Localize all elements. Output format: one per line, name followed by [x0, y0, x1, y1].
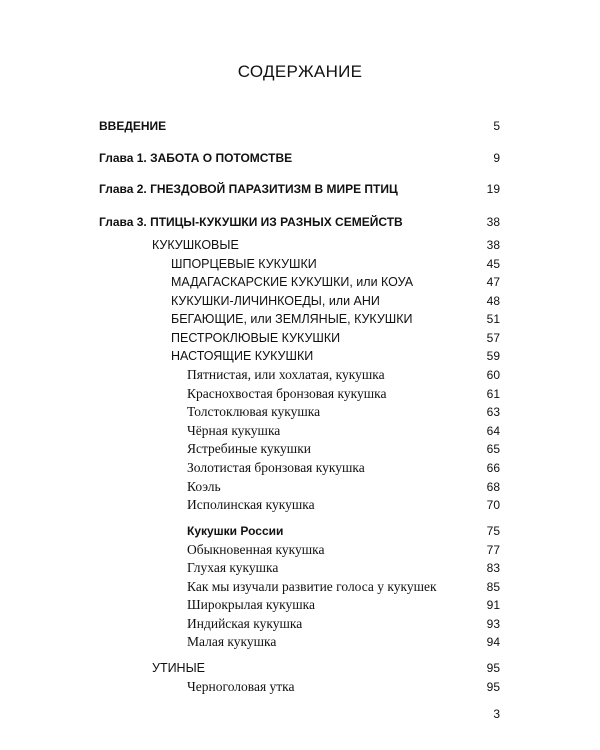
toc-subsection [171, 347, 500, 365]
toc-species [187, 403, 500, 421]
toc-entry-page: 19 [486, 182, 500, 196]
toc-entry-page: 77 [486, 543, 500, 557]
toc-entry-page: 61 [486, 387, 500, 401]
toc-entry-page: 38 [486, 215, 500, 229]
toc-species [187, 366, 500, 384]
toc-entry-label: Ястребиные кукушки [187, 441, 311, 456]
toc-entry-chapter-1 [99, 149, 500, 167]
toc-entry-introduction [99, 117, 500, 135]
toc-subsection [171, 292, 500, 310]
toc-entry-page: 9 [493, 151, 500, 165]
page-title: СОДЕРЖАНИЕ [237, 62, 363, 81]
toc-subsection [171, 255, 500, 273]
toc-entry-page: 83 [486, 561, 500, 575]
toc-entry-label: Черноголовая утка [187, 679, 295, 694]
toc-species [187, 541, 500, 559]
toc-entry-page: 64 [486, 424, 500, 438]
toc-entry-label: МАДАГАСКАРСКИЕ КУКУШКИ, или КОУА [171, 275, 414, 289]
page-number: 3 [493, 707, 500, 721]
toc-entry-label: Обыкновенная кукушка [187, 542, 325, 557]
toc-entry-page: 48 [486, 294, 500, 308]
toc-entry-label: Индийская кукушка [187, 616, 303, 631]
toc-subsection [171, 310, 500, 328]
toc-entry-page: 47 [486, 275, 500, 289]
toc-entry-label: КУКУШКИ-ЛИЧИНКОЕДЫ, или АНИ [171, 294, 380, 308]
toc-entry-page: 91 [486, 598, 500, 612]
toc-entry-chapter-2 [99, 180, 500, 198]
toc-species [187, 615, 500, 633]
toc-subsection [171, 329, 500, 347]
toc-entry-label: Исполинская кукушка [187, 497, 315, 512]
toc-group-russia [187, 522, 500, 540]
toc-entry-page: 57 [486, 331, 500, 345]
toc-entry-label: Золотистая бронзовая кукушка [187, 460, 365, 475]
toc-entry-page: 66 [486, 461, 500, 475]
toc-entry-label: КУКУШКОВЫЕ [152, 238, 239, 252]
toc-entry-page: 51 [486, 312, 500, 326]
toc-entry-page: 95 [486, 661, 500, 675]
toc-entry-label: Широкрылая кукушка [187, 597, 316, 612]
toc-entry-page: 5 [493, 119, 500, 133]
toc-entry-page: 60 [486, 368, 500, 382]
toc-entry-label: Пятнистая, или хохлатая, кукушка [187, 367, 385, 382]
toc-entry-page: 68 [486, 480, 500, 494]
toc-section [152, 659, 500, 677]
toc-species [187, 440, 500, 458]
toc-entry-label: ВВЕДЕНИЕ [99, 119, 167, 133]
toc-species [187, 459, 500, 477]
toc-entry-page: 63 [486, 405, 500, 419]
toc-entry-label: Коэль [187, 479, 221, 494]
toc-entry-label: Глава 2. ГНЕЗДОВОЙ ПАРАЗИТИЗМ В МИРЕ ПТИЦ [99, 182, 398, 196]
toc-entry-label: Чёрная кукушка [187, 423, 281, 438]
toc-entry-label: Краснохвостая бронзовая кукушка [187, 386, 387, 401]
toc-entry-page: 95 [486, 680, 500, 694]
toc-entry-label: ШПОРЦЕВЫЕ КУКУШКИ [171, 257, 317, 271]
toc-entry-label: Глава 3. ПТИЦЫ-КУКУШКИ ИЗ РАЗНЫХ СЕМЕЙСТВ [99, 215, 403, 229]
toc-entry-label: Кукушки России [187, 524, 284, 538]
toc-entry-page: 70 [486, 498, 500, 512]
toc-species [187, 385, 500, 403]
toc-entry-page: 38 [486, 238, 500, 252]
toc-entry-label: УТИНЫЕ [152, 661, 205, 675]
toc-entry-label: Как мы изучали развитие голоса у кукушек [187, 579, 437, 594]
toc-species [187, 633, 500, 651]
toc-entry-label: БЕГАЮЩИЕ, или ЗЕМЛЯНЫЕ, КУКУШКИ [171, 312, 413, 326]
toc-species [187, 559, 500, 577]
toc-species [187, 496, 500, 514]
toc-entry-page: 75 [486, 524, 500, 538]
toc-entry-page: 93 [486, 617, 500, 631]
toc-entry-label: Малая кукушка [187, 634, 277, 649]
toc-species [187, 578, 500, 596]
toc-entry-label: Глухая кукушка [187, 560, 279, 575]
toc-entry-page: 65 [486, 442, 500, 456]
toc-entry-page: 85 [486, 580, 500, 594]
toc-entry-label: НАСТОЯЩИЕ КУКУШКИ [171, 349, 314, 363]
toc-entry-page: 45 [486, 257, 500, 271]
toc-entry-label: ПЕСТРОКЛЮВЫЕ КУКУШКИ [171, 331, 341, 345]
toc-subsection [171, 273, 500, 291]
toc-entry-page: 94 [486, 635, 500, 649]
toc-species [187, 422, 500, 440]
toc-entry-chapter-3 [99, 213, 500, 231]
toc-species [187, 678, 500, 696]
toc-entry-label: Глава 1. ЗАБОТА О ПОТОМСТВЕ [99, 151, 293, 165]
toc-entry-label: Толстоклювая кукушка [187, 404, 321, 419]
toc-section [152, 236, 500, 254]
toc-species [187, 478, 500, 496]
toc-species [187, 596, 500, 614]
toc-entry-page: 59 [486, 349, 500, 363]
